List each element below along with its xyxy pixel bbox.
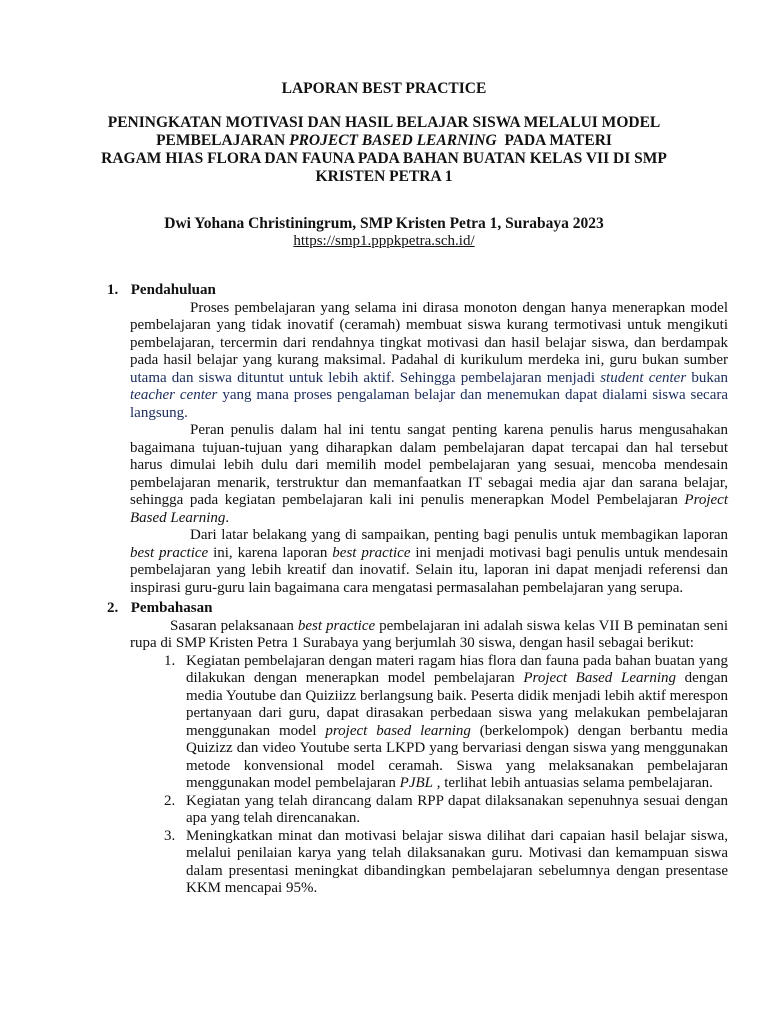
subtitle-line-2 — [60, 132, 708, 150]
paragraph — [130, 300, 728, 423]
list-text: Meningkatkan minat dan motivasi belajar siswa dilihat dari capaian hasil belajar siswa, melalui penilaian karya yang telah dilaksanakan guru. Motivasi dan kemampuan siswa dalam presentasi meningkat dibandingkan pembelajaran sebelumnya dengan presentase KKM mencapai 95%. — [186, 827, 728, 896]
section-title: Pembahasan — [130, 600, 213, 616]
results-list — [130, 653, 728, 898]
paragraph-text: . — [225, 509, 230, 526]
paragraph-text: Dari latar belakang yang di sampaikan, penting bagi penulis untuk membagikan laporan — [190, 527, 728, 543]
paragraph-text: utama dan siswa dituntut untuk lebih aktif. Sehingga pembelajaran menjadi — [130, 369, 601, 386]
list-text: Kegiatan yang telah dirancang dalam RPP dapat dilaksanakan sepenuhnya sesuai dengan apa yang telah direncanakan. — [186, 792, 728, 826]
subtitle-line-2-c: PADA MATERI — [496, 132, 612, 149]
list-item — [130, 653, 728, 793]
paragraph-italic: best practice — [297, 617, 376, 634]
paragraph-italic: best practice — [130, 544, 209, 561]
subtitle-line-1: PENINGKATAN MOTIVASI DAN HASIL BELAJAR SISWA MELALUI MODEL — [107, 114, 661, 131]
paragraph — [130, 422, 728, 527]
section-body — [130, 300, 728, 598]
list-text: (berkelompok) dengan berbantu media Quizizz dan video Youtube serta LKPD yang bervariasi dengan siswa yang menggunakan metode konvensional model ceramah. Siswa yang melaksanakan pembelajaran menggunakan model pembelajaran — [186, 722, 728, 791]
paragraph-italic: Project Based Learning — [130, 492, 728, 526]
section-pembahasan — [108, 600, 728, 898]
subtitle-line-4: KRISTEN PETRA 1 — [315, 168, 453, 185]
paragraph-text: yang mana proses pengalaman belajar dan menemukan dapat dialami siswa secara langsung. — [130, 387, 728, 421]
section-heading — [107, 600, 728, 618]
author-line: Dwi Yohana Christiningrum, SMP Kristen Petra 1, Surabaya 2023 — [164, 215, 604, 232]
subtitle-line-2-a: PEMBELAJARAN — [156, 132, 290, 149]
section-pendahuluan — [108, 282, 728, 597]
list-text: , terlihat lebih antuasias selama pembelajaran. — [433, 775, 713, 791]
list-item — [130, 828, 728, 898]
subtitle-line-3: RAGAM HIAS FLORA DAN FAUNA PADA BAHAN BUATAN KELAS VII DI SMP — [101, 150, 667, 167]
paragraph-text: ini, karena laporan — [208, 544, 333, 561]
paragraph-text: Sasaran pelaksanaan — [170, 617, 298, 634]
section-title: Pendahuluan — [130, 282, 216, 298]
list-number: 2. — [164, 792, 176, 809]
paragraph-italic: best practice — [332, 544, 411, 561]
school-url-link[interactable]: https://smp1.pppkpetra.sch.id/ — [293, 233, 475, 249]
paragraph — [130, 618, 728, 653]
section-heading — [107, 282, 728, 300]
report-subtitle — [60, 114, 708, 186]
paragraph — [130, 527, 728, 597]
section-number: 1. — [107, 282, 119, 298]
list-text: dengan media Youtube dan Quiziizz berlangsung baik. Peserta didik menjadi lebih aktif merespon pertanyaan dari guru, dapat dirasakan perbedaan siswa yang melakukan pembelajaran menggunakan model — [186, 670, 728, 739]
list-italic: PJBL — [399, 775, 433, 791]
list-text: Kegiatan pembelajaran dengan materi ragam hias flora dan fauna pada bahan buatan yang dilakukan dengan menerapkan model pembelajaran — [186, 652, 728, 686]
paragraph-text: Proses pembelajaran yang selama ini dirasa monoton dengan hanya menerapkan model pembelajaran yang tidak inovatif (ceramah) membuat siswa kurang termotivasi untuk mengikuti pembelajaran, tercermin dari rendahnya tingkat motivasi dan hasil belajar siswa, dan berdampak pada hasil belajar yang kurang maksimal. Padahal di kurikulum merdeka ini, guru bukan sumber — [130, 299, 728, 368]
list-item — [130, 793, 728, 828]
paragraph-text: Peran penulis dalam hal ini tentu sangat penting karena penulis harus mengusahakan bagaimana tujuan-tujuan yang diharapkan dalam pembelajaran dapat tercapai dan hal tersebut harus dimulai lebih dulu dari memilih model pembelajaran yang sesuai, mencoba mendesain pembelajaran menarik, terstruktur dan memanfaatkan IT sebagai media ajar dan sarana belajar, sehingga pada kegiatan pembelajaran kali ini penulis menerapkan Model Pembelajaran — [130, 422, 728, 508]
section-body — [130, 618, 728, 898]
paragraph-text: pembelajaran ini adalah siswa kelas VII B peminatan seni rupa di SMP Kristen Petra 1 Surabaya yang berjumlah 30 siswa, dengan hasil sebagai berikut: — [130, 617, 728, 651]
paragraph-text: ini menjadi motivasi bagi penulis untuk mendesain pembelajaran yang lebih kreatif dan inovatif. Selain itu, laporan ini dapat menjadi referensi dan inspirasi guru-guru lain bagaimana cara mengatasi permasalahan pembelajaran yang serupa. — [130, 544, 729, 596]
list-number: 3. — [164, 827, 176, 844]
paragraph-italic: student center — [600, 369, 687, 386]
section-number: 2. — [107, 600, 119, 616]
paragraph-text: bukan — [686, 369, 728, 386]
paragraph-text-blue — [130, 370, 728, 421]
list-italic: Project Based Learning — [523, 670, 676, 686]
list-number: 1. — [164, 652, 176, 669]
report-title: LAPORAN BEST PRACTICE — [281, 80, 487, 97]
subtitle-line-2-italic: PROJECT BASED LEARNING — [289, 132, 497, 149]
list-italic: project based learning — [325, 722, 471, 739]
paragraph-italic: teacher center — [130, 387, 218, 403]
